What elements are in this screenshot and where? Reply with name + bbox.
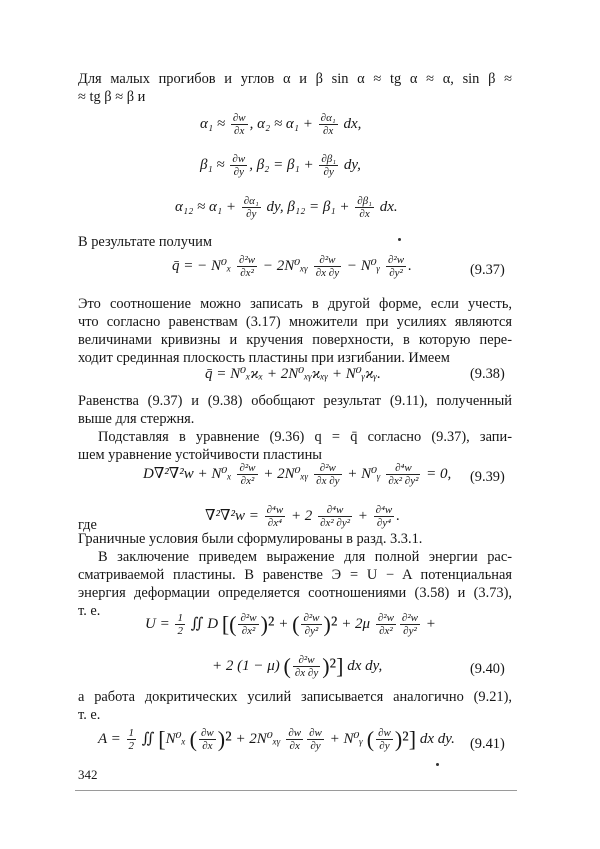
equation-number: (9.38) bbox=[470, 366, 505, 382]
speck bbox=[436, 763, 439, 766]
equation-alpha: α₁ ≈ $\frac{\partial w}{\partial x}$ , α₂ ≈ α₁ + $\frac{\text{∂α₁}}{\partial x}$ dx, bbox=[200, 112, 362, 137]
text-line: В заключение приведем выражение для полной энергии рас- bbox=[98, 549, 512, 565]
equation-9-37: q̄ = − N⁰ₓ $\frac{\text{∂²w}}{\text{∂x²}}$ − 2N⁰ₓᵧ $\frac{\text{∂²w}}{\partial x \partial y}$ − N⁰ᵧ $\frac{\text{∂²w}}{\text{∂y²}}$ . bbox=[172, 254, 412, 279]
text-line: Граничные условия были сформулированы в разд. 3.3.1. bbox=[78, 531, 423, 547]
text-line: Равенства (9.37) и (9.38) обобщают результат (9.11), полученный bbox=[78, 393, 512, 409]
equation-number: (9.39) bbox=[470, 469, 505, 485]
text-line: величинами кривизны и кручения поверхности, в которую пере- bbox=[78, 332, 512, 348]
equation-alpha12-beta12: α₁₂ ≈ α₁ + $\frac{\text{∂α₁}}{\partial y}$ dy, β₁₂ = β₁ + $\frac{\text{∂β₁}}{\partial x}$ dx. bbox=[175, 195, 398, 220]
page-number: 342 bbox=[78, 767, 98, 782]
text-line: где bbox=[78, 517, 97, 533]
text-line: выше для стержня. bbox=[78, 411, 195, 427]
text-line: сматриваемой пластины. В равенстве Э = U − A потенциальная bbox=[78, 567, 512, 583]
text-line: Подставляя в уравнение (9.36) q = q̄ согласно (9.37), запи- bbox=[98, 429, 512, 445]
text-line: ≈ tg β ≈ β и bbox=[78, 89, 146, 105]
equation-9-40-line2: + 2 (1 − μ) ( $\frac{\text{∂²w}}{\partial x \partial y}$ )²] dx dy, bbox=[212, 653, 383, 679]
text-line: а работа докритических усилий записывается аналогично (9.21), bbox=[78, 689, 512, 705]
text-line: В результате получим bbox=[78, 234, 212, 250]
text-line: ходит срединная плоскость пластины при изгибании. Имеем bbox=[78, 350, 450, 366]
speck bbox=[398, 238, 401, 241]
equation-beta: β₁ ≈ $\frac{\partial w}{\partial y}$ , β₂ = β₁ + $\frac{\text{∂β₁}}{\partial y}$ dy, bbox=[200, 153, 361, 178]
equation-number: (9.37) bbox=[470, 262, 505, 278]
equation-biharmonic: ∇²∇²w = $\frac{\text{∂⁴w}}{\text{∂x⁴}}$ + 2 $\frac{\text{∂⁴w}}{\text{∂x² ∂y²}}$ + $\frac{\text{∂⁴w}}{\text{∂y⁴}}$ . bbox=[205, 504, 401, 529]
text-line: что согласно равенствам (3.17) множители при усилиях являются bbox=[78, 314, 512, 330]
equation-9-38: q̄ = N⁰ₓϰₓ + 2N⁰ₓᵧϰₓᵧ + N⁰ᵧϰᵧ. bbox=[205, 366, 381, 382]
equation-9-40-line1: U = $\frac{1}{2}$ ∬ D [( $\frac{\text{∂²w}}{\text{∂x²}}$ )² + ( $\frac{\text{∂²w}}{\text{∂y²}}$ )² + 2μ $\frac{\text{∂²w}}{\text{∂x²}}$ $\frac{\text{∂²w}}{\text{∂y²}}$ + bbox=[145, 611, 436, 637]
text-line: энергия деформации определяется соотношениями (3.58) и (3.73), bbox=[78, 585, 512, 601]
equation-9-41: A = $\frac{1}{2}$ ∬ [N⁰ₓ ( $\frac{\partial w}{\partial x}$ )² + 2N⁰ₓᵧ $\frac{\partial w}{\partial x}$ $\frac{\partial w}{\partial y}$ + N⁰ᵧ ( $\frac{\partial w}{\partial y}$ )²] dx dy. bbox=[98, 726, 455, 752]
equation-9-39: D∇²∇²w + N⁰ₓ $\frac{\text{∂²w}}{\text{∂x²}}$ + 2N⁰ₓᵧ $\frac{\text{∂²w}}{\partial x \partial y}$ + N⁰ᵧ $\frac{\text{∂⁴w}}{\text{∂x² ∂y²}}$ = 0, bbox=[143, 462, 452, 487]
bottom-rule bbox=[75, 790, 517, 791]
text-line: т. е. bbox=[78, 603, 101, 619]
equation-number: (9.40) bbox=[470, 661, 505, 677]
text-line: Для малых прогибов и углов α и β sin α ≈ tg α ≈ α, sin β ≈ bbox=[78, 71, 512, 87]
text-line: шем уравнение устойчивости пластины bbox=[78, 447, 322, 463]
equation-number: (9.41) bbox=[470, 736, 505, 752]
text-line: т. е. bbox=[78, 707, 101, 723]
text-line: Это соотношение можно записать в другой форме, если учесть, bbox=[78, 296, 512, 312]
